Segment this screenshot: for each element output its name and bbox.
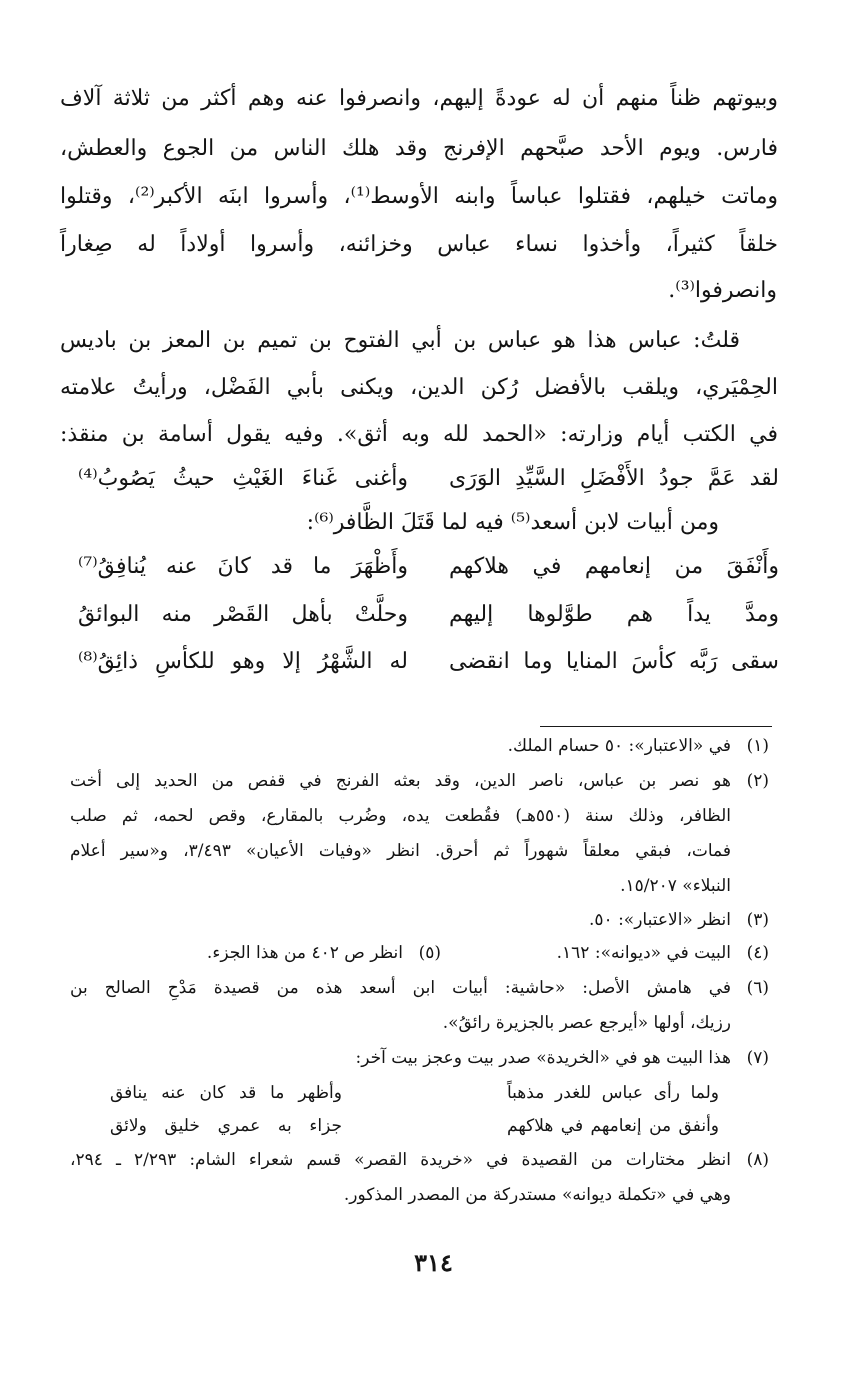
footnote-2-line-3: فمات، فبقي معلقاً شهوراً ثم أحرق. انظر «وفيات الأعيان» ٣/٤٩٣، و«سير أعلام: [70, 841, 731, 861]
body-line-5: وانصرفوا⁽³⁾.: [668, 278, 777, 303]
footnote-7-verse1-second: وأظهر ما قد كان عنه ينافق: [110, 1083, 342, 1103]
poem2-verse3-first: سقى رَبَّه كأسَ المنايا وما انقضى: [449, 649, 779, 674]
footnote-6-number: (٦): [746, 978, 769, 998]
footnote-4-text: البيت في «ديوانه»: ١٦٢.: [556, 943, 731, 963]
para2-line-1: قلتُ: عباس هذا هو عباس بن أبي الفتوح بن تميم بن المعز بن باديس: [60, 328, 740, 353]
poem2-verse2-first: ومدَّ يداً هم طوَّلوها إليهم: [449, 602, 779, 627]
footnote-3-text: انظر «الاعتبار»: ٥٠.: [589, 910, 731, 930]
footnote-7-verse1-first: ولما رأى عباس للغدر مذهباً: [507, 1083, 719, 1103]
poem2-verse3-second: له الشَّهْرُ إلا وهو للكأسِ ذائِقُ⁽⁸⁾: [78, 649, 408, 674]
footnote-7-intro: هذا البيت هو في «الخريدة» صدر بيت وعجز بيت آخر:: [355, 1048, 731, 1068]
poem2-verse1-first: وأَنْفَقَ من إنعامهم في هلاكهم: [449, 554, 779, 579]
footnote-4-number: (٤): [746, 943, 769, 963]
verse1-second-hemistich: وأغنى غَناءَ الغَيْثِ حيثُ يَصُوبُ⁽⁴⁾: [78, 466, 408, 491]
footnote-1-text: في «الاعتبار»: ٥٠ حسام الملك.: [507, 736, 731, 756]
footnote-6-line-2: رزيك، أولها «أيرجع عصر بالجزيرة رائقُ».: [442, 1013, 731, 1033]
footnote-7-number: (٧): [746, 1048, 769, 1068]
footnote-7-verse2-first: وأنفق من إنعامهم في هلاكهم: [507, 1116, 719, 1136]
body-line-1: وبيوتهم ظناً منهم أن له عودةً إليهم، وانصرفوا عنه وهم أكثر من ثلاثة آلاف: [60, 86, 778, 111]
footnote-2-line-2: الظافر، وذلك سنة (٥٥٠هـ) فقُطعت يده، وضُرب بالمقارع، وقص لحمه، ثم صلب: [70, 806, 731, 826]
verse1-first-hemistich: لقد عَمَّ جودُ الأَفْضَلِ السَّيِّدِ الوَرَى: [449, 466, 779, 491]
footnote-5-number: (٥): [418, 943, 441, 963]
footnote-7-verse2-second: جزاء به عمري خليق ولائق: [110, 1116, 342, 1136]
footnote-3-number: (٣): [746, 910, 769, 930]
poem2-verse2-second: وحلَّتْ بأهل القَصْر منه البوائقُ: [78, 602, 408, 627]
body-line-3: وماتت خيلهم، فقتلوا عباساً وابنه الأوسط⁽¹⁾، وأسروا ابنَه الأكبر⁽²⁾، وقتلوا: [60, 184, 779, 209]
footnote-8-line-2: وهي في «تكملة ديوانه» مستدركة من المصدر المذكور.: [343, 1185, 731, 1205]
para2-line-3: في الكتب أيام وزارته: «الحمد لله وبه أثق». وفيه يقول أسامة بن منقذ:: [60, 422, 778, 447]
footnote-2-number: (٢): [746, 771, 769, 791]
para2-line-2: الحِمْيَري، ويلقب بالأفضل رُكن الدين، ويكنى بأبي الفَضْل، ورأيتُ علامته: [60, 375, 778, 400]
footnote-2-line-4: النبلاء» ١٥/٢٠٧.: [620, 876, 731, 896]
footnote-separator: [540, 726, 772, 727]
footnote-8-number: (٨): [746, 1150, 769, 1170]
footnote-6-line-1: في هامش الأصل: «حاشية: أبيات ابن أسعد هذه من قصيدة مَدْحِ الصالح بن: [70, 978, 731, 998]
poem2-verse1-second: وأَظْهَرَ ما قد كانَ عنه يُنافِقُ⁽⁷⁾: [78, 554, 408, 579]
body-line-4: خلقاً كثيراً، وأخذوا نساء عباس وخزائنه، وأسروا أولاداً له صِغاراً: [60, 232, 778, 257]
footnote-5-text: انظر ص ٤٠٢ من هذا الجزء.: [206, 943, 403, 963]
poem2-intro: ومن أبيات لابن أسعد⁽⁵⁾ فيه لما قَتَلَ الظَّافر⁽⁶⁾:: [306, 510, 719, 535]
body-line-2: فارس. ويوم الأحد صبَّحهم الإفرنج وقد هلك الناس من الجوع والعطش،: [60, 136, 778, 161]
footnote-2-line-1: هو نصر بن عباس، ناصر الدين، وقد بعثه الفرنج في قفص من الحديد إلى أخت: [70, 771, 731, 791]
footnote-1-number: (١): [746, 736, 769, 756]
page-number: ٣١٤: [414, 1248, 453, 1277]
footnote-8-line-1: انظر مختارات من القصيدة في «خريدة القصر» قسم شعراء الشام: ٢/٢٩٣ ـ ٢٩٤،: [70, 1150, 731, 1170]
